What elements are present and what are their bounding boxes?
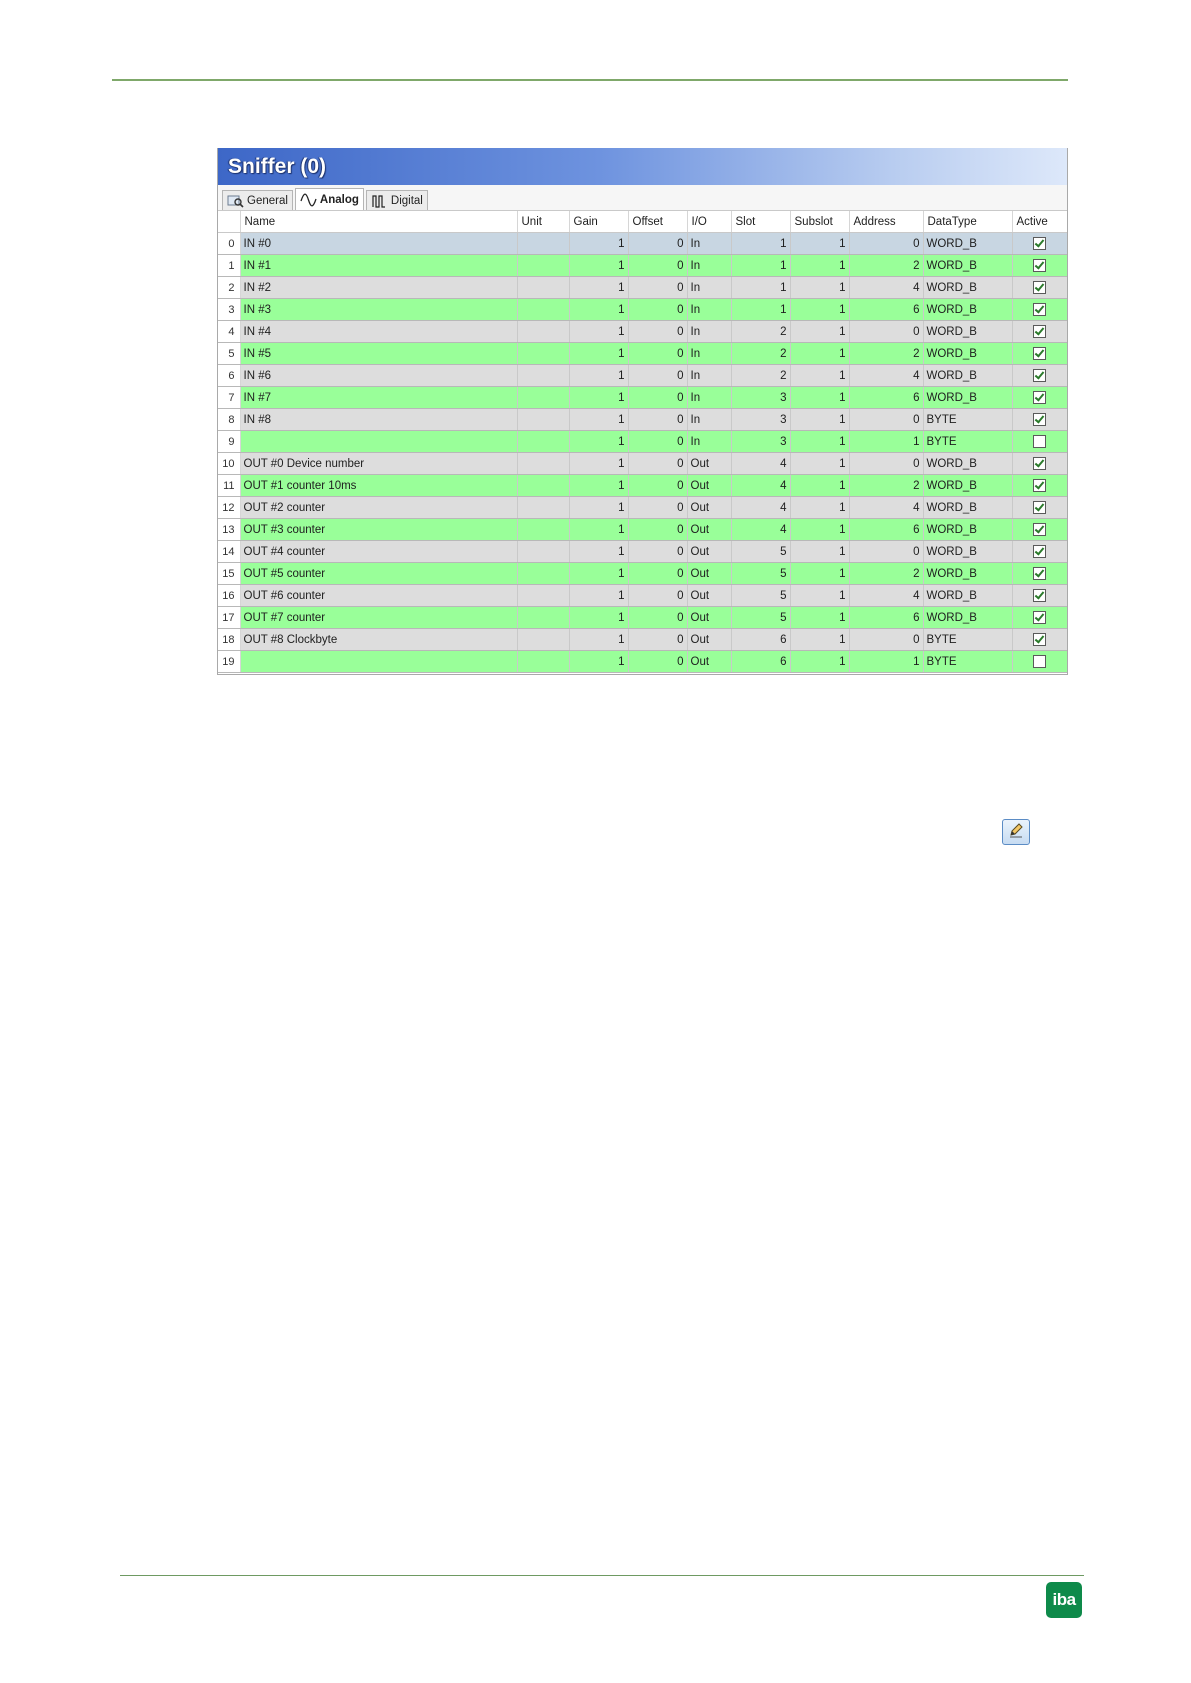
table-row[interactable] [218,409,1067,431]
cell-subslot[interactable]: 1 [790,475,849,497]
magnifier-icon [227,194,244,208]
cell-subslot[interactable]: 1 [790,497,849,519]
cell-active [1012,343,1067,365]
cell-slot[interactable]: 1 [731,233,790,255]
cell-address[interactable]: 6 [849,519,923,541]
cell-unit[interactable] [517,651,569,673]
tab-digital-label: Digital [390,194,423,207]
cell-gain[interactable]: 1 [569,343,628,365]
cell-slot[interactable]: 2 [731,365,790,387]
cell-slot[interactable]: 6 [731,629,790,651]
cell-active [1012,607,1067,629]
cell-address[interactable]: 0 [849,321,923,343]
table-row[interactable] [218,497,1067,519]
cell-gain[interactable]: 1 [569,519,628,541]
cell-offset[interactable]: 0 [628,431,687,453]
row-index: 18 [218,629,240,651]
cell-subslot[interactable]: 1 [790,541,849,563]
row-index: 7 [218,387,240,409]
header-subslot[interactable]: Subslot [790,211,849,233]
cell-name[interactable]: OUT #5 counter [240,563,517,585]
cell-subslot[interactable]: 1 [790,519,849,541]
cell-offset[interactable]: 0 [628,519,687,541]
cell-io[interactable]: In [687,233,731,255]
active-checkbox[interactable] [1033,479,1046,492]
cell-subslot[interactable]: 1 [790,563,849,585]
row-index: 19 [218,651,240,673]
header-index [218,211,240,233]
cell-subslot[interactable]: 1 [790,387,849,409]
cell-subslot[interactable]: 1 [790,585,849,607]
table-row[interactable] [218,453,1067,475]
cell-slot[interactable]: 4 [731,453,790,475]
table-row[interactable] [218,299,1067,321]
table-row[interactable] [218,365,1067,387]
cell-datatype[interactable]: WORD_B [923,365,1012,387]
cell-active [1012,299,1067,321]
cell-active [1012,365,1067,387]
cell-datatype[interactable]: WORD_B [923,541,1012,563]
cell-gain[interactable]: 1 [569,233,628,255]
cell-io[interactable]: Out [687,519,731,541]
cell-io[interactable]: In [687,299,731,321]
active-checkbox[interactable] [1033,611,1046,624]
table-row[interactable] [218,233,1067,255]
cell-name[interactable]: OUT #6 counter [240,585,517,607]
cell-name[interactable]: OUT #3 counter [240,519,517,541]
active-checkbox[interactable] [1033,281,1046,294]
cell-name[interactable]: IN #3 [240,299,517,321]
cell-address[interactable]: 0 [849,629,923,651]
active-checkbox[interactable] [1033,457,1046,470]
cell-slot[interactable]: 3 [731,409,790,431]
cell-name[interactable]: IN #0 [240,233,517,255]
row-index: 4 [218,321,240,343]
cell-gain[interactable]: 1 [569,541,628,563]
row-index: 14 [218,541,240,563]
edit-button[interactable] [1002,819,1030,845]
cell-gain[interactable]: 1 [569,607,628,629]
cell-subslot[interactable]: 1 [790,277,849,299]
cell-unit[interactable] [517,585,569,607]
cell-address[interactable]: 1 [849,431,923,453]
table-row[interactable] [218,277,1067,299]
cell-gain[interactable]: 1 [569,277,628,299]
row-index: 11 [218,475,240,497]
cell-io[interactable]: In [687,321,731,343]
cell-gain[interactable]: 1 [569,563,628,585]
tab-bar [218,185,1067,211]
cell-slot[interactable]: 4 [731,497,790,519]
digital-signal-icon [371,194,388,208]
cell-subslot[interactable]: 1 [790,299,849,321]
header-offset[interactable]: Offset [628,211,687,233]
table-row[interactable] [218,387,1067,409]
cell-datatype[interactable]: WORD_B [923,255,1012,277]
cell-subslot[interactable]: 1 [790,629,849,651]
table-row[interactable] [218,563,1067,585]
cell-datatype[interactable]: WORD_B [923,519,1012,541]
table-row[interactable] [218,519,1067,541]
cell-slot[interactable]: 5 [731,585,790,607]
active-checkbox[interactable] [1033,501,1046,514]
cell-address[interactable]: 4 [849,277,923,299]
header-slot[interactable]: Slot [731,211,790,233]
cell-unit[interactable] [517,387,569,409]
cell-datatype[interactable]: WORD_B [923,607,1012,629]
cell-active [1012,497,1067,519]
cell-address[interactable]: 0 [849,541,923,563]
active-checkbox[interactable] [1033,567,1046,580]
cell-active [1012,409,1067,431]
row-index: 10 [218,453,240,475]
active-checkbox[interactable] [1033,303,1046,316]
cell-active [1012,387,1067,409]
cell-active [1012,453,1067,475]
row-index: 12 [218,497,240,519]
header-unit[interactable]: Unit [517,211,569,233]
cell-io[interactable]: Out [687,585,731,607]
row-index: 9 [218,431,240,453]
cell-address[interactable]: 6 [849,299,923,321]
header-rule [112,79,1068,81]
row-index: 8 [218,409,240,431]
cell-datatype[interactable]: WORD_B [923,321,1012,343]
cell-slot[interactable]: 5 [731,563,790,585]
panel-title: Sniffer (0) [228,154,327,178]
cell-offset[interactable]: 0 [628,409,687,431]
cell-datatype[interactable]: WORD_B [923,299,1012,321]
cell-unit[interactable] [517,365,569,387]
cell-offset[interactable]: 0 [628,475,687,497]
tab-analog-label: Analog [319,193,359,206]
header-name[interactable]: Name [240,211,517,233]
active-checkbox[interactable] [1033,347,1046,360]
cell-address[interactable]: 4 [849,497,923,519]
cell-address[interactable]: 2 [849,563,923,585]
active-checkbox[interactable] [1033,259,1046,272]
cell-address[interactable]: 4 [849,365,923,387]
iba-logo: iba [1046,1582,1082,1618]
cell-io[interactable]: In [687,277,731,299]
cell-address[interactable]: 0 [849,453,923,475]
active-checkbox[interactable] [1033,413,1046,426]
cell-io[interactable]: Out [687,497,731,519]
cell-name[interactable]: OUT #1 counter 10ms [240,475,517,497]
cell-io[interactable]: In [687,255,731,277]
header-io[interactable]: I/O [687,211,731,233]
cell-slot[interactable]: 2 [731,343,790,365]
cell-slot[interactable]: 4 [731,475,790,497]
cell-io[interactable]: In [687,387,731,409]
cell-name[interactable]: IN #5 [240,343,517,365]
cell-unit[interactable] [517,321,569,343]
cell-offset[interactable]: 0 [628,585,687,607]
table-body [218,233,1067,673]
cell-datatype[interactable]: WORD_B [923,563,1012,585]
cell-active [1012,277,1067,299]
cell-subslot[interactable]: 1 [790,321,849,343]
cell-gain[interactable]: 1 [569,431,628,453]
row-index: 15 [218,563,240,585]
row-index: 17 [218,607,240,629]
cell-io[interactable]: Out [687,453,731,475]
cell-gain[interactable]: 1 [569,321,628,343]
cell-datatype[interactable]: BYTE [923,629,1012,651]
cell-offset[interactable]: 0 [628,255,687,277]
cell-unit[interactable] [517,519,569,541]
cell-unit[interactable] [517,541,569,563]
cell-name[interactable]: IN #1 [240,255,517,277]
pencil-icon [1007,821,1025,843]
row-index: 1 [218,255,240,277]
cell-address[interactable]: 6 [849,387,923,409]
row-index: 6 [218,365,240,387]
cell-datatype[interactable]: WORD_B [923,453,1012,475]
cell-name[interactable]: IN #2 [240,277,517,299]
sniffer-panel [217,148,1068,675]
cell-subslot[interactable]: 1 [790,409,849,431]
cell-active [1012,519,1067,541]
cell-datatype[interactable]: WORD_B [923,343,1012,365]
cell-name[interactable]: OUT #4 counter [240,541,517,563]
cell-gain[interactable]: 1 [569,497,628,519]
cell-io[interactable]: Out [687,607,731,629]
cell-unit[interactable] [517,453,569,475]
active-checkbox[interactable] [1033,545,1046,558]
cell-unit[interactable] [517,409,569,431]
active-checkbox[interactable] [1033,369,1046,382]
cell-name[interactable]: IN #6 [240,365,517,387]
cell-io[interactable]: Out [687,541,731,563]
cell-datatype[interactable]: WORD_B [923,387,1012,409]
row-index: 13 [218,519,240,541]
cell-active [1012,585,1067,607]
cell-slot[interactable]: 6 [731,651,790,673]
cell-active [1012,431,1067,453]
cell-address[interactable]: 6 [849,607,923,629]
cell-unit[interactable] [517,277,569,299]
cell-gain[interactable]: 1 [569,475,628,497]
cell-datatype[interactable]: BYTE [923,651,1012,673]
cell-slot[interactable]: 5 [731,541,790,563]
table-row[interactable] [218,343,1067,365]
cell-io[interactable]: Out [687,629,731,651]
cell-offset[interactable]: 0 [628,277,687,299]
cell-io[interactable]: In [687,365,731,387]
cell-subslot[interactable]: 1 [790,343,849,365]
cell-offset[interactable]: 0 [628,651,687,673]
tab-general[interactable] [222,190,293,210]
cell-gain[interactable]: 1 [569,585,628,607]
table-row[interactable] [218,607,1067,629]
cell-io[interactable]: In [687,431,731,453]
sine-wave-icon [300,193,317,207]
header-gain[interactable]: Gain [569,211,628,233]
tab-general-label: General [247,194,288,207]
cell-slot[interactable]: 1 [731,277,790,299]
cell-io[interactable]: Out [687,475,731,497]
header-datatype[interactable]: DataType [923,211,1012,233]
cell-gain[interactable]: 1 [569,409,628,431]
analog-signal-table [218,211,1068,673]
table-row[interactable] [218,651,1067,673]
cell-datatype[interactable]: WORD_B [923,233,1012,255]
cell-unit[interactable] [517,629,569,651]
cell-offset[interactable]: 0 [628,541,687,563]
table-row[interactable] [218,321,1067,343]
cell-datatype[interactable]: WORD_B [923,475,1012,497]
cell-active [1012,321,1067,343]
cell-address[interactable]: 1 [849,651,923,673]
cell-subslot[interactable]: 1 [790,651,849,673]
active-checkbox[interactable] [1033,391,1046,404]
cell-address[interactable]: 0 [849,233,923,255]
cell-unit[interactable] [517,299,569,321]
cell-offset[interactable]: 0 [628,629,687,651]
cell-address[interactable]: 2 [849,255,923,277]
cell-active [1012,233,1067,255]
cell-gain[interactable]: 1 [569,651,628,673]
active-checkbox[interactable] [1033,237,1046,250]
cell-io[interactable]: Out [687,563,731,585]
cell-slot[interactable]: 2 [731,321,790,343]
cell-address[interactable]: 2 [849,475,923,497]
cell-offset[interactable]: 0 [628,365,687,387]
active-checkbox[interactable] [1033,633,1046,646]
table-row[interactable] [218,541,1067,563]
row-index: 0 [218,233,240,255]
cell-subslot[interactable]: 1 [790,431,849,453]
tab-analog[interactable] [295,188,364,210]
row-index: 2 [218,277,240,299]
cell-gain[interactable]: 1 [569,255,628,277]
cell-gain[interactable]: 1 [569,629,628,651]
row-index: 3 [218,299,240,321]
header-address[interactable]: Address [849,211,923,233]
cell-unit[interactable] [517,475,569,497]
cell-offset[interactable]: 0 [628,233,687,255]
cell-active [1012,255,1067,277]
cell-slot[interactable]: 1 [731,255,790,277]
table-row[interactable] [218,585,1067,607]
table-row[interactable] [218,255,1067,277]
cell-name[interactable] [240,651,517,673]
cell-offset[interactable]: 0 [628,607,687,629]
cell-offset[interactable]: 0 [628,387,687,409]
active-checkbox[interactable] [1033,589,1046,602]
cell-offset[interactable]: 0 [628,299,687,321]
cell-address[interactable]: 0 [849,409,923,431]
cell-address[interactable]: 4 [849,585,923,607]
cell-offset[interactable]: 0 [628,453,687,475]
cell-name[interactable]: OUT #2 counter [240,497,517,519]
cell-gain[interactable]: 1 [569,453,628,475]
cell-unit[interactable] [517,431,569,453]
cell-active [1012,475,1067,497]
cell-name[interactable]: OUT #0 Device number [240,453,517,475]
cell-subslot[interactable]: 1 [790,255,849,277]
cell-datatype[interactable]: BYTE [923,431,1012,453]
cell-unit[interactable] [517,497,569,519]
cell-active [1012,541,1067,563]
cell-name[interactable]: OUT #8 Clockbyte [240,629,517,651]
cell-gain[interactable]: 1 [569,387,628,409]
cell-subslot[interactable]: 1 [790,607,849,629]
cell-active [1012,651,1067,673]
cell-slot[interactable]: 1 [731,299,790,321]
cell-datatype[interactable]: BYTE [923,409,1012,431]
cell-offset[interactable]: 0 [628,563,687,585]
cell-datatype[interactable]: WORD_B [923,277,1012,299]
cell-io[interactable]: In [687,409,731,431]
cell-slot[interactable]: 3 [731,387,790,409]
cell-unit[interactable] [517,607,569,629]
cell-slot[interactable]: 5 [731,607,790,629]
active-checkbox[interactable] [1033,655,1046,668]
table-row[interactable] [218,475,1067,497]
cell-slot[interactable]: 4 [731,519,790,541]
row-index: 5 [218,343,240,365]
panel-titlebar [218,148,1067,185]
cell-unit[interactable] [517,563,569,585]
cell-unit[interactable] [517,255,569,277]
cell-subslot[interactable]: 1 [790,365,849,387]
cell-active [1012,629,1067,651]
header-active[interactable]: Active [1012,211,1067,233]
cell-subslot[interactable]: 1 [790,233,849,255]
footer-rule [120,1575,1084,1576]
cell-io[interactable]: Out [687,651,731,673]
active-checkbox[interactable] [1033,435,1046,448]
cell-offset[interactable]: 0 [628,343,687,365]
cell-gain[interactable]: 1 [569,299,628,321]
table-row[interactable] [218,431,1067,453]
cell-offset[interactable]: 0 [628,321,687,343]
cell-name[interactable]: IN #7 [240,387,517,409]
cell-address[interactable]: 2 [849,343,923,365]
active-checkbox[interactable] [1033,325,1046,338]
cell-name[interactable]: OUT #7 counter [240,607,517,629]
row-index: 16 [218,585,240,607]
active-checkbox[interactable] [1033,523,1046,536]
cell-gain[interactable]: 1 [569,365,628,387]
cell-name[interactable]: IN #4 [240,321,517,343]
cell-offset[interactable]: 0 [628,497,687,519]
tab-digital[interactable] [366,190,428,210]
table-header-row [218,211,1067,233]
cell-datatype[interactable]: WORD_B [923,585,1012,607]
cell-slot[interactable]: 3 [731,431,790,453]
cell-unit[interactable] [517,233,569,255]
cell-name[interactable] [240,431,517,453]
cell-active [1012,563,1067,585]
table-row[interactable] [218,629,1067,651]
cell-io[interactable]: In [687,343,731,365]
cell-unit[interactable] [517,343,569,365]
cell-subslot[interactable]: 1 [790,453,849,475]
cell-name[interactable]: IN #8 [240,409,517,431]
cell-datatype[interactable]: WORD_B [923,497,1012,519]
